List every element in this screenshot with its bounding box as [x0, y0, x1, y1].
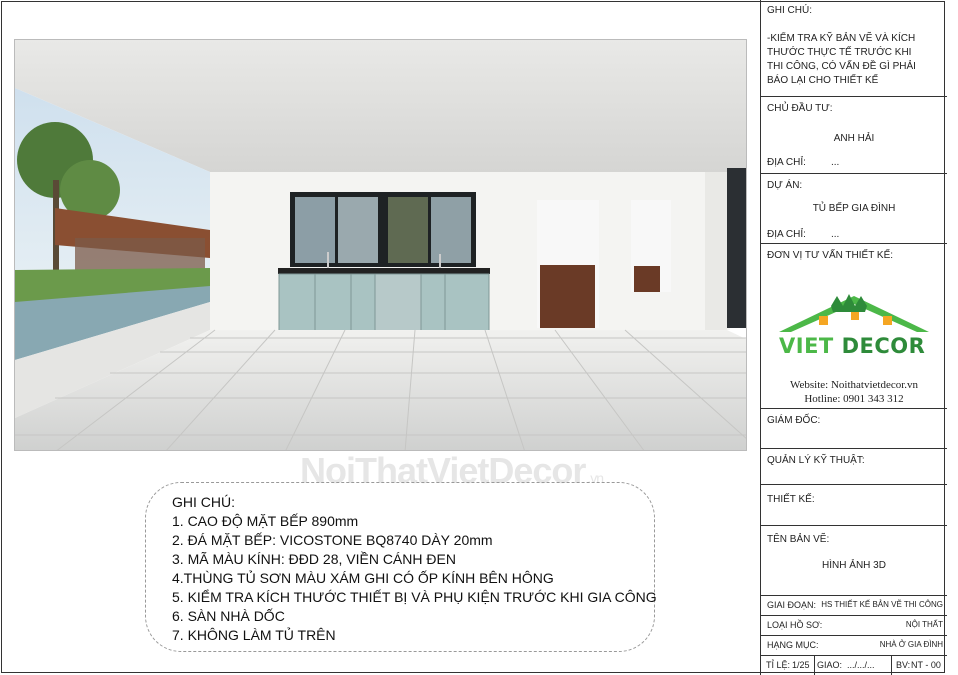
tb-filetype-row — [761, 616, 947, 636]
tb-drawing-name: HÌNH ẢNH 3D — [822, 560, 886, 571]
note-item: 5. KIỂM TRA KÍCH THƯỚC THIẾT BỊ VÀ PHỤ KIỆN TRƯỚC KHI GIA CÔNG — [172, 589, 657, 605]
tb-director-label: GIÁM ĐỐC: — [767, 415, 821, 426]
tb-notes-text — [767, 32, 916, 88]
tb-delivery-value: .../.../... — [847, 660, 875, 670]
tb-note-line: THƯỚC THỰC TẾ TRƯỚC KHI — [767, 47, 912, 58]
notes-list — [172, 512, 657, 645]
tb-delivery-label: GIAO: — [817, 660, 843, 670]
tb-category-value: NHÀ Ở GIA ĐÌNH — [879, 640, 943, 649]
tb-filetype-label: LOẠI HỒ SƠ: — [767, 620, 823, 630]
kitchen-render — [15, 40, 747, 451]
house-roof-icon — [779, 292, 929, 336]
tb-scale-value: 1/25 — [792, 660, 810, 670]
tb-owner-section — [761, 97, 947, 174]
tb-stage-label: GIAI ĐOẠN: — [767, 600, 817, 610]
tb-filetype-value: NỘI THẤT — [905, 620, 943, 629]
tb-address-value: ... — [831, 157, 840, 168]
notes-title: GHI CHÚ: — [172, 494, 235, 510]
tb-owner-label: CHỦ ĐẦU TƯ: — [767, 103, 833, 114]
title-block — [760, 0, 947, 675]
tb-notes-section — [761, 0, 947, 97]
tb-tech-label: QUẢN LÝ KỸ THUẬT: — [767, 455, 865, 466]
tb-consultant-label: ĐƠN VỊ TƯ VẤN THIẾT KẾ: — [767, 250, 894, 261]
tb-designer-label: THIẾT KẾ: — [767, 494, 815, 505]
tb-stage-row — [761, 596, 947, 616]
tb-note-line: -KIỂM TRA KỸ BẢN VẼ VÀ KÍCH — [767, 33, 916, 44]
tb-hotline: Hotline: 0901 343 312 — [804, 393, 904, 405]
tb-address2-value: ... — [831, 229, 840, 240]
note-item: 6. SÀN NHÀ DỐC — [172, 608, 285, 624]
tb-sheet-value: NT - 00 — [911, 660, 941, 670]
note-item: 3. MÃ MÀU KÍNH: ĐĐD 28, VIỀN CÁNH ĐEN — [172, 551, 456, 567]
watermark-suffix: .vn — [587, 470, 604, 486]
note-item: 4.THÙNG TỦ SƠN MÀU XÁM GHI CÓ ỐP KÍNH BÊN HÔNG — [172, 570, 554, 586]
tb-address2-label: ĐỊA CHỈ: — [767, 229, 806, 240]
tb-sheet-label: BV: — [896, 660, 911, 670]
note-item: 2. ĐÁ MẶT BẾP: VICOSTONE BQ8740 DÀY 20mm — [172, 532, 493, 548]
tb-note-line: THI CÔNG, CÓ VẤN ĐỀ GÌ PHẢI — [767, 61, 916, 72]
tb-project-section — [761, 174, 947, 244]
watermark-brand: NoiThatVietDecor — [300, 450, 586, 491]
tb-category-row — [761, 636, 947, 656]
tb-divider — [891, 656, 892, 675]
logo-wordmark — [779, 334, 925, 358]
note-item: 7. KHÔNG LÀM TỦ TRÊN — [172, 627, 336, 643]
tb-stage-value: HS THIẾT KẾ BẢN VẼ THI CÔNG — [821, 600, 943, 609]
tb-drawing-label: TÊN BẢN VẼ: — [767, 534, 830, 545]
tb-note-line: BÁO LẠI CHO THIẾT KẾ — [767, 75, 879, 86]
tb-designer-section — [761, 485, 947, 526]
tb-category-label: HẠNG MỤC: — [767, 640, 819, 650]
tb-divider — [814, 656, 815, 675]
tb-address-label: ĐỊA CHỈ: — [767, 157, 806, 168]
render-3d-image — [14, 39, 747, 451]
notes-box — [145, 482, 655, 652]
tb-project-label: DỰ ÁN: — [767, 180, 803, 191]
tb-project-name: TỦ BẾP GIA ĐÌNH — [812, 203, 896, 214]
tb-director-section — [761, 409, 947, 449]
tb-owner-name: ANH HẢI — [833, 133, 875, 144]
tb-drawing-section — [761, 526, 947, 596]
tb-consultant-section — [761, 244, 947, 409]
tb-notes-label: GHI CHÚ: — [767, 5, 812, 16]
tb-scale-label: TỈ LỆ: — [766, 660, 791, 670]
tb-scale-row — [761, 656, 947, 675]
logo-word-viet: VIET — [779, 334, 834, 358]
tb-tech-section — [761, 449, 947, 485]
note-item: 1. CAO ĐỘ MẶT BẾP 890mm — [172, 513, 359, 529]
logo-word-decor: DECOR — [841, 334, 926, 358]
tb-website: Website: Noithatvietdecor.vn — [789, 379, 919, 391]
